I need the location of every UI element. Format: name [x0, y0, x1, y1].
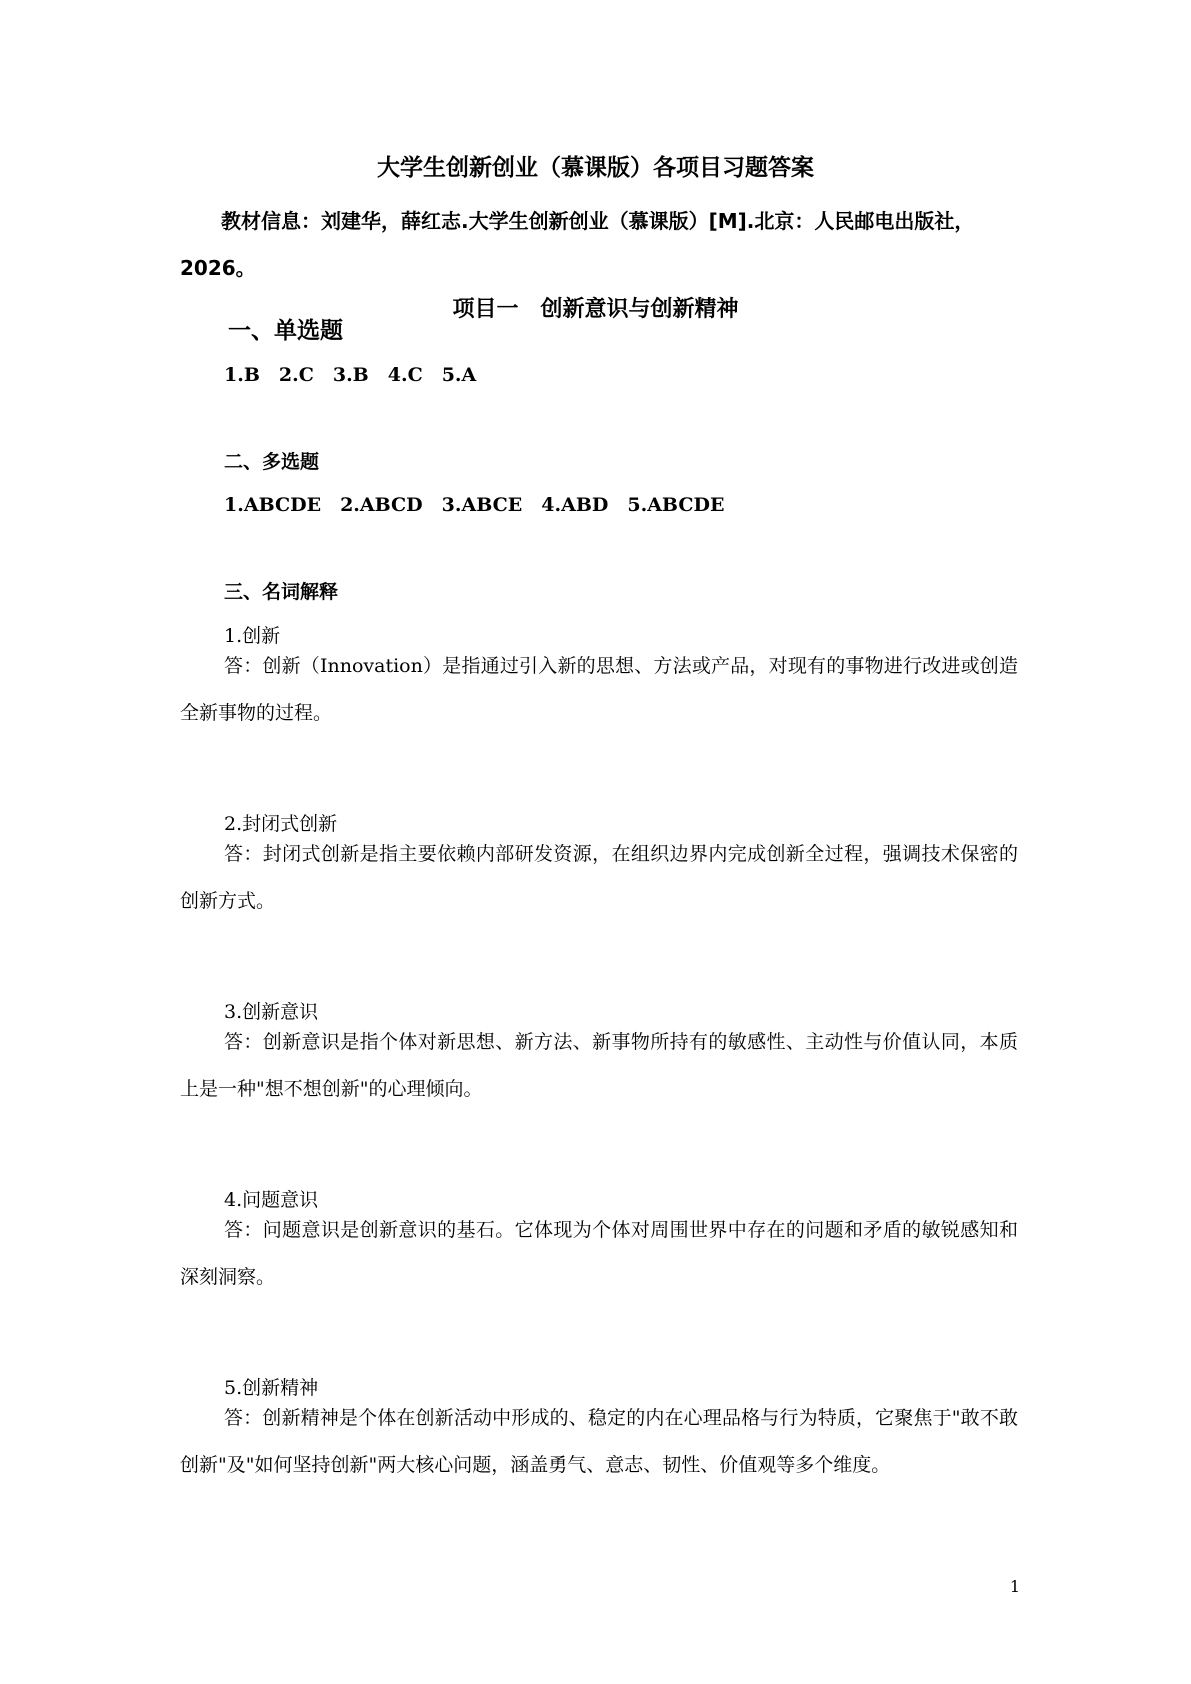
- term-2-answer: 答：封闭式创新是指主要依赖内部研发资源，在组织边界内完成创新全过程，强调技术保密的创新方式。: [180, 843, 1018, 912]
- term-4: 4.问题意识: [224, 1189, 319, 1211]
- term-1-answer: 答：创新（Innovation）是指通过引入新的思想、方法或产品，对现有的事物进行改进或创造全新事物的过程。: [180, 655, 1018, 724]
- term-explanation-heading: 三、名词解释: [224, 581, 339, 603]
- project-title: 项目一 创新意识与创新精神: [452, 297, 739, 322]
- term-1: 1.创新: [224, 625, 281, 647]
- textbook-source: 教材信息：刘建华，薛红志.大学生创新创业（慕课版）[M].北京：人民邮电出版社，2026。: [180, 209, 975, 280]
- page-number: 1: [1009, 1577, 1021, 1596]
- term-4-answer: 答：问题意识是创新意识的基石。它体现为个体对周围世界中存在的问题和矛盾的敏锐感知和深刻洞察。: [180, 1219, 1018, 1288]
- multiple-choice-heading: 二、多选题: [224, 451, 320, 473]
- document-title: 大学生创新创业（慕课版）各项目习题答案: [377, 155, 814, 181]
- single-choice-heading: 一、单选题: [228, 318, 343, 344]
- term-2: 2.封闭式创新: [224, 813, 338, 835]
- term-5-answer: 答：创新精神是个体在创新活动中形成的、稳定的内在心理品格与行为特质，它聚焦于"敢不敢创新"及"如何坚持创新"两大核心问题，涵盖勇气、意志、韧性、价值观等多个维度。: [180, 1407, 1018, 1476]
- term-3: 3.创新意识: [224, 1001, 319, 1023]
- single-choice-answers: 1.B 2.C 3.B 4.C 5.A: [224, 364, 477, 386]
- term-5: 5.创新精神: [224, 1377, 319, 1399]
- term-3-answer: 答：创新意识是指个体对新思想、新方法、新事物所持有的敏感性、主动性与价值认同，本质上是一种"想不想创新"的心理倾向。: [180, 1031, 1018, 1100]
- multiple-choice-answers: 1.ABCDE 2.ABCD 3.ABCE 4.ABD 5.ABCDE: [224, 494, 725, 516]
